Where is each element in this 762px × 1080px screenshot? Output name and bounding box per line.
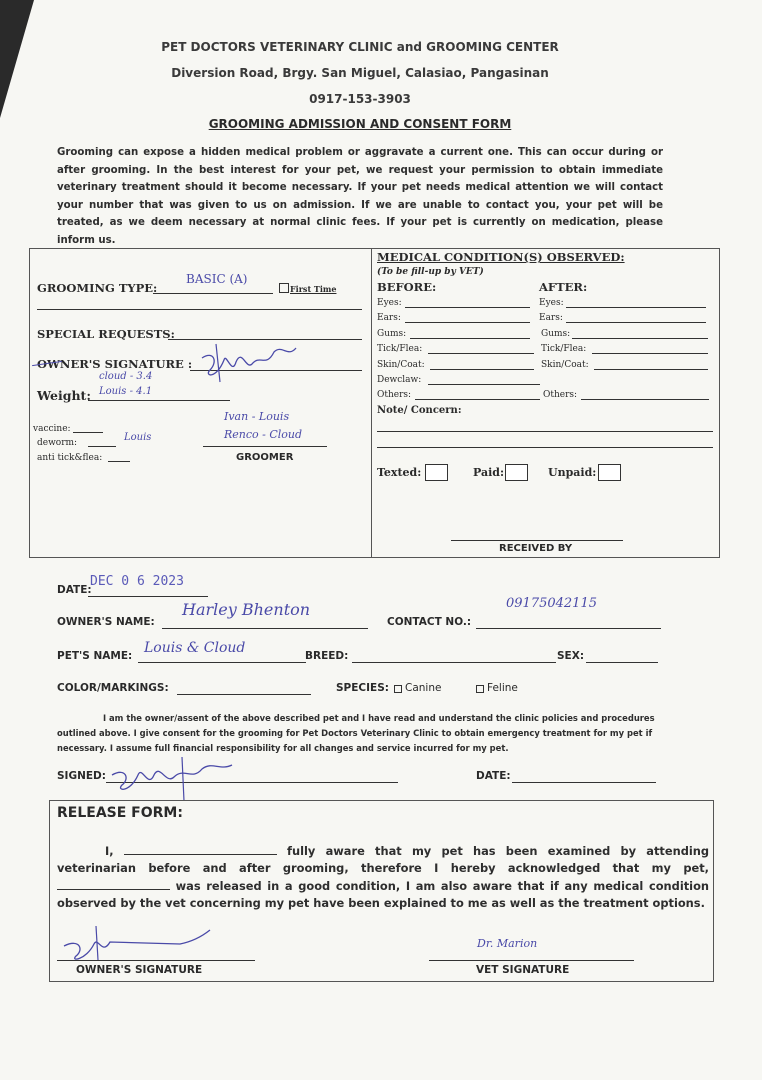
after-gums-field[interactable]: [572, 338, 708, 339]
anti-tick-flea-label: anti tick&flea:: [37, 453, 103, 463]
clinic-address: Diversion Road, Brgy. San Miguel, Calasiao, Pangasinan: [171, 66, 549, 80]
received-by-field[interactable]: [451, 540, 623, 541]
before-gums-label: Gums:: [377, 329, 407, 339]
owner-name-field[interactable]: [162, 628, 368, 629]
first-time-checkbox[interactable]: [279, 283, 289, 293]
contact-value: 09175042115: [506, 596, 597, 611]
before-skin-label: Skin/Coat:: [377, 360, 425, 370]
feline-label: Feline: [487, 682, 518, 694]
before-dewclaw-label: Dewclaw:: [377, 375, 422, 385]
signed-date-label: DATE:: [476, 770, 511, 782]
release-owner-signature-label: OWNER'S SIGNATURE: [76, 964, 203, 976]
release-text-part2: was released in a good condition, I am also aware that if any medical condition observed by the vet concerning my pet have been explained to me as well as the treatment options.: [57, 878, 710, 910]
vet-signature-label: VET SIGNATURE: [476, 964, 570, 976]
grooming-type-label: GROOMING TYPE:: [37, 281, 158, 295]
medical-subtitle: (To be fill-up by VET): [377, 267, 484, 277]
pet-name-label: PET'S NAME:: [57, 650, 133, 662]
groomer-value-2: Renco - Cloud: [224, 428, 303, 441]
paid-checkbox[interactable]: [505, 464, 528, 481]
intro-paragraph: Grooming can expose a hidden medical problem or aggravate a current one. This can occur during or after grooming. In the best interest for your pet, we request your permission to obtain immediate veterinary treatment should it become necessary. If your pet needs medical attention we will contact your number that was given to us on admission. If we are unable to contact you, your pet will be treated, as we deem necessary at normal clinic fees. If your pet is currently on medication, please inform us.: [57, 147, 663, 246]
breed-field[interactable]: [352, 662, 556, 663]
note-line-1[interactable]: [377, 431, 713, 432]
signed-date-field[interactable]: [512, 782, 656, 783]
release-owner-name-blank[interactable]: [124, 843, 277, 855]
before-ears-label: Ears:: [377, 313, 401, 323]
note-line-2[interactable]: [377, 447, 713, 448]
before-others-field[interactable]: [415, 399, 540, 400]
grooming-type-value: BASIC (A): [186, 272, 248, 286]
grooming-type-field[interactable]: [153, 293, 273, 294]
groomer-value-1: Ivan - Louis: [224, 410, 290, 423]
release-pet-name-blank[interactable]: [57, 878, 170, 890]
after-label: AFTER:: [539, 280, 588, 294]
box-divider: [371, 248, 372, 558]
weight-value-cloud: cloud - 3.4: [99, 371, 153, 382]
contact-field[interactable]: [476, 628, 661, 629]
owner-name-label: OWNER'S NAME:: [57, 616, 155, 628]
release-title: RELEASE FORM:: [57, 805, 183, 821]
clinic-name: PET DOCTORS VETERINARY CLINIC and GROOMING CENTER: [161, 40, 559, 54]
after-ears-field[interactable]: [566, 322, 706, 323]
release-paragraph: [57, 843, 709, 912]
canine-label: Canine: [405, 682, 442, 694]
before-label: BEFORE:: [377, 280, 437, 294]
grooming-type-line-2: [37, 309, 362, 310]
before-dewclaw-field[interactable]: [428, 384, 540, 385]
after-gums-label: Gums:: [541, 329, 571, 339]
weight-label: Weight:: [37, 388, 91, 403]
after-eyes-field[interactable]: [566, 307, 706, 308]
before-skin-field[interactable]: [430, 369, 534, 370]
texted-checkbox[interactable]: [425, 464, 448, 481]
note-concern-label: Note/ Concern:: [377, 405, 462, 416]
consent-signature-scribble: [108, 755, 238, 803]
after-tick-field[interactable]: [592, 353, 708, 354]
deworm-value: Louis: [124, 432, 152, 443]
owner-signature-scribble: [196, 340, 301, 385]
pet-name-value: Louis & Cloud: [144, 640, 246, 656]
unpaid-label: Unpaid:: [548, 466, 597, 479]
before-eyes-field[interactable]: [405, 307, 530, 308]
medical-title: MEDICAL CONDITION(S) OBSERVED:: [377, 250, 625, 264]
received-by-label: RECEIVED BY: [499, 543, 573, 554]
clinic-phone: 0917-153-3903: [309, 92, 411, 106]
date-field[interactable]: [88, 596, 208, 597]
consent-paragraph: I am the owner/assent of the above described pet and I have read and understand the clinic policies and procedures outlined above. I give consent for the grooming for Pet Doctors Veterinary Clinic to obtain emergency treatment for my pet if necessary. I assume full financial responsibility for all changes and service incurred for my pet.: [57, 713, 655, 753]
form-title: GROOMING ADMISSION AND CONSENT FORM: [208, 117, 512, 131]
release-owner-signature-scribble: [60, 924, 220, 964]
paid-label: Paid:: [473, 466, 505, 479]
release-i-inline: I,: [105, 844, 114, 858]
sex-field[interactable]: [586, 662, 658, 663]
before-others-label: Others:: [377, 390, 412, 400]
after-skin-field[interactable]: [594, 369, 708, 370]
deworm-field[interactable]: [88, 446, 116, 447]
after-others-label: Others:: [543, 390, 578, 400]
date-stamp: DEC 0 6 2023: [90, 574, 184, 589]
unpaid-checkbox[interactable]: [598, 464, 621, 481]
contact-label: CONTACT NO.:: [387, 616, 472, 628]
after-ears-label: Ears:: [539, 313, 563, 323]
after-tick-label: Tick/Flea:: [541, 344, 587, 354]
vaccine-label: vaccine:: [33, 424, 71, 434]
anti-tick-flea-field[interactable]: [108, 461, 130, 462]
first-time-label: First Time: [290, 284, 337, 294]
release-text-part1: fully aware that my pet has been examined by attending veterinarian before and after grooming, therefore I hereby acknowledged that my pet,: [57, 844, 710, 876]
signed-label: SIGNED:: [57, 770, 106, 782]
before-ears-field[interactable]: [405, 322, 530, 323]
feline-checkbox[interactable]: [476, 685, 484, 693]
pet-name-field[interactable]: [138, 662, 306, 663]
weight-value-louis: Louis - 4.1: [99, 386, 153, 397]
color-markings-field[interactable]: [177, 694, 311, 695]
groomer-field[interactable]: [203, 446, 327, 447]
color-markings-label: COLOR/MARKINGS:: [57, 682, 169, 694]
date-label: DATE:: [57, 584, 92, 596]
owner-name-value: Harley Bhenton: [182, 600, 311, 619]
vaccine-field[interactable]: [73, 432, 103, 433]
vet-name: Dr. Marion: [477, 937, 538, 950]
after-skin-label: Skin/Coat:: [541, 360, 589, 370]
before-eyes-label: Eyes:: [377, 298, 402, 308]
groomer-label: GROOMER: [236, 452, 294, 463]
breed-label: BREED:: [305, 650, 349, 662]
species-label: SPECIES:: [336, 682, 389, 694]
owner-signature-label: OWNER'S SIGNATURE :: [37, 357, 193, 371]
special-requests-label: SPECIAL REQUESTS:: [37, 327, 175, 341]
before-tick-field[interactable]: [428, 353, 534, 354]
after-eyes-label: Eyes:: [539, 298, 564, 308]
before-tick-label: Tick/Flea:: [377, 344, 423, 354]
before-gums-field[interactable]: [410, 338, 530, 339]
weight-field[interactable]: [88, 400, 230, 401]
vet-signature-line[interactable]: [429, 960, 634, 961]
texted-label: Texted:: [377, 466, 422, 479]
sex-label: SEX:: [557, 650, 585, 662]
deworm-label: deworm:: [37, 438, 78, 448]
owner-signature-line[interactable]: [57, 960, 255, 961]
canine-checkbox[interactable]: [394, 685, 402, 693]
after-others-field[interactable]: [581, 399, 709, 400]
